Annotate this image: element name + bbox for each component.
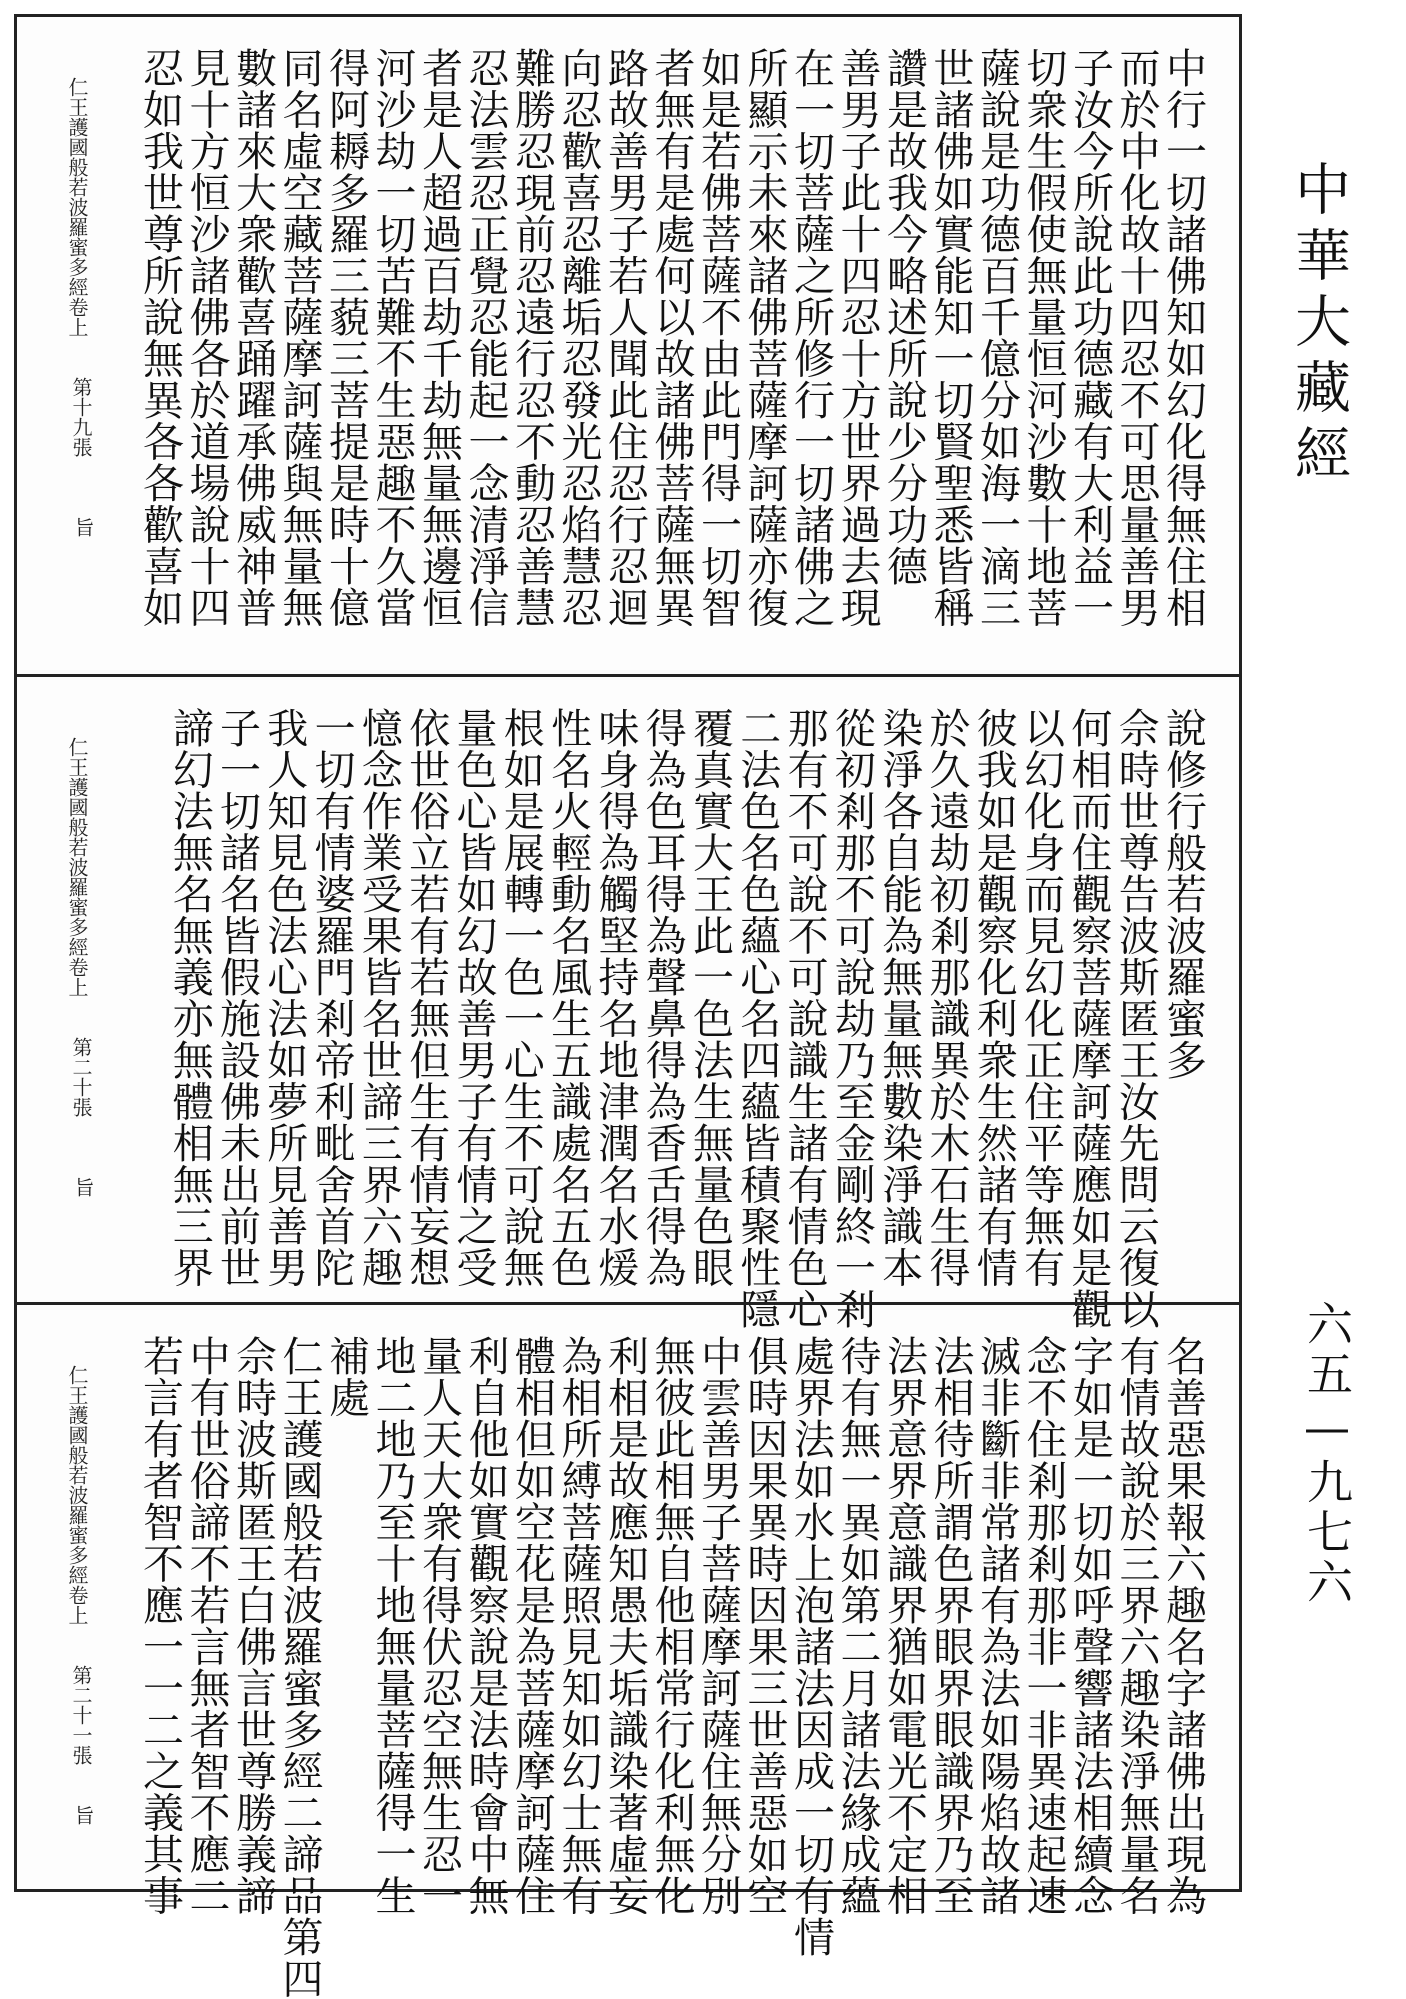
text-column: 切衆生假使無量恒河沙數十地菩 — [1019, 47, 1068, 628]
text-column: 憶念作業受果皆名世諦三界六趣 — [354, 707, 403, 1288]
text-column: 念不住剎那剎那非一非異速起速 — [1019, 1335, 1068, 1916]
text-column: 如是若佛菩薩不由此門得一切智 — [694, 47, 742, 628]
text-column: 者是人超過百劫千劫無量無邊恒 — [415, 47, 463, 628]
text-column: 得阿耨多羅三藐三菩提是時十億 — [322, 47, 370, 628]
text-column: 中雲善男子菩薩摩訶薩住無分別 — [694, 1335, 742, 1916]
text-column: 量人天大衆有得伏忍空無生忍一 — [415, 1335, 463, 1916]
text-column: 以幻化身而見幻化正住平等無有 — [1017, 707, 1066, 1288]
page-frame — [14, 14, 1242, 1999]
text-column: 佘時波斯匿王白佛言世尊勝義諦 — [229, 1335, 277, 1916]
panel-2-columns — [17, 677, 1239, 1330]
text-column: 路故善男子若人聞此住忍行忍迴 — [601, 47, 649, 628]
text-column: 讚是故我今略述所說少分功德 — [880, 47, 928, 587]
margin-title: 仁王護國般若波羅蜜多經卷上 — [65, 1365, 89, 1625]
page-number: 六五—九七六 — [1300, 1300, 1354, 1608]
text-column: 薩說是功德百千億分如海一滴三 — [973, 47, 1021, 628]
panel-3-columns — [17, 1305, 1239, 1999]
text-column: 利自他如實觀察說是法時會中無 — [461, 1335, 510, 1916]
text-column: 仁王護國般若波羅蜜多經二諦品第四 — [275, 1335, 324, 1999]
text-column: 中有世俗諦不若言無者智不應二 — [182, 1335, 231, 1916]
collection-title: 中華大藏經 — [1286, 160, 1351, 490]
text-column: 處界法如水上泡諸法因成一切有情 — [787, 1335, 835, 1958]
text-column: 性名火輕動名風生五識處名五色 — [544, 707, 593, 1288]
text-column: 地二地乃至十地無量菩薩得一生 — [368, 1335, 417, 1916]
text-column: 俱時因果異時因果三世善惡如空 — [740, 1335, 789, 1916]
folio-mark: 旨 — [71, 1805, 95, 1825]
text-column: 補處 — [322, 1335, 370, 1418]
text-column: 河沙劫一切苦難不生惡趣不久當 — [368, 47, 417, 628]
text-column: 有情故說於三界六趣染淨無量名 — [1112, 1335, 1161, 1916]
text-column: 在一切菩薩之所修行一切諸佛之 — [787, 47, 835, 628]
folio-number: 第十九張 — [69, 377, 93, 457]
text-column: 說修行般若波羅蜜多 — [1159, 707, 1207, 1081]
text-column: 何相而住觀察菩薩摩訶薩應如是觀 — [1064, 707, 1113, 1330]
text-column: 為相所縛菩薩照見知如幻士無有 — [554, 1335, 603, 1916]
text-column: 世諸佛如實能知一切賢聖悉皆稱 — [926, 47, 975, 628]
text-column: 從初剎那不可說劫乃至金剛終一剎 — [827, 707, 876, 1330]
text-column: 根如是展轉一色一心生不可說無 — [496, 707, 545, 1288]
text-column: 依世俗立若有若無但生有情妄想 — [402, 707, 451, 1288]
panel-bottom — [17, 1302, 1239, 1999]
text-column: 諦幻法無名無義亦無體相無三界 — [165, 707, 214, 1288]
text-column: 子一切諸名皆假施設佛未出前世 — [213, 707, 261, 1288]
folio-mark: 旨 — [71, 1177, 95, 1197]
text-column: 而於中化故十四忍不可思量善男 — [1112, 47, 1161, 628]
text-column: 佘時世尊告波斯匿王汝先問云復以 — [1111, 707, 1160, 1330]
text-column: 覆真實大王此一色法生無量色眼 — [686, 707, 734, 1288]
text-column: 味身得為觸堅持名地津潤名水煖 — [591, 707, 640, 1288]
text-column: 二法色名色蘊心名四蘊皆積聚性隱 — [733, 707, 782, 1330]
text-column: 見十方恒沙諸佛各於道場說十四 — [182, 47, 231, 628]
text-column: 滅非斷非常諸有為法如陽焰故諸 — [973, 1335, 1021, 1916]
margin-title: 仁王護國般若波羅蜜多經卷上 — [65, 737, 89, 997]
text-column: 中行一切諸佛知如幻化得無住相 — [1159, 47, 1207, 628]
text-column: 所顯示未來諸佛菩薩摩訶薩亦復 — [740, 47, 789, 628]
margin-title: 仁王護國般若波羅蜜多經卷上 — [65, 77, 89, 337]
text-column: 難勝忍現前忍遠行忍不動忍善慧 — [508, 47, 556, 628]
text-column: 法相待所謂色界眼界眼識界乃至 — [926, 1335, 975, 1916]
text-column: 那有不可說不可說識生諸有情色心 — [780, 707, 829, 1330]
panel-middle — [17, 674, 1239, 1330]
folio-mark: 旨 — [71, 517, 95, 537]
text-column: 善男子此十四忍十方世界過去現 — [833, 47, 882, 628]
text-column: 待有無一異如第二月諸法緣成蘊 — [833, 1335, 882, 1916]
text-column: 一切有情婆羅門剎帝利毗舍首陀 — [307, 707, 356, 1288]
folio-number: 第二十一張 — [69, 1665, 93, 1765]
text-column: 數諸來大衆歡喜踊躍承佛威神普 — [229, 47, 277, 628]
text-column: 若言有者智不應一一二之義其事 — [136, 1335, 184, 1916]
text-column: 量色心皆如幻故善男子有情之受 — [449, 707, 498, 1288]
folio-number: 第二十張 — [69, 1037, 93, 1117]
text-column: 子汝今所說此功德藏有大利益一 — [1066, 47, 1114, 628]
text-column: 忍如我世尊所說無異各各歡喜如 — [136, 47, 184, 628]
text-column: 向忍歡喜忍離垢忍發光忍焰慧忍 — [554, 47, 603, 628]
text-column: 得為色耳得為聲鼻得為香舌得為 — [638, 707, 687, 1288]
text-column: 者無有是處何以故諸佛菩薩無異 — [647, 47, 696, 628]
text-column: 體相但如空花是為菩薩摩訶薩住 — [508, 1335, 556, 1916]
text-column: 利相是故應知愚夫垢識染著虛妄 — [601, 1335, 649, 1916]
text-column: 於久遠劫初剎那識異於木石生得 — [922, 707, 971, 1288]
text-column: 字如是一切如呼聲響諸法相續念 — [1066, 1335, 1114, 1916]
text-column: 同名虛空藏菩薩摩訶薩與無量無 — [275, 47, 324, 628]
text-column: 染淨各自能為無量無數染淨識本 — [875, 707, 924, 1288]
panel-1-columns — [17, 17, 1239, 674]
text-column: 法界意界意識界猶如電光不定相 — [880, 1335, 928, 1916]
panel-top — [17, 17, 1239, 674]
text-column: 名善惡果報六趣名字諸佛出現為 — [1159, 1335, 1207, 1916]
text-column: 我人知見色法心法如夢所見善男 — [260, 707, 309, 1288]
text-column: 彼我如是觀察化利衆生然諸有情 — [969, 707, 1018, 1288]
text-column: 忍法雲忍正覺忍能起一念清淨信 — [461, 47, 510, 628]
text-column: 無彼此相無自他相常行化利無化 — [647, 1335, 696, 1916]
